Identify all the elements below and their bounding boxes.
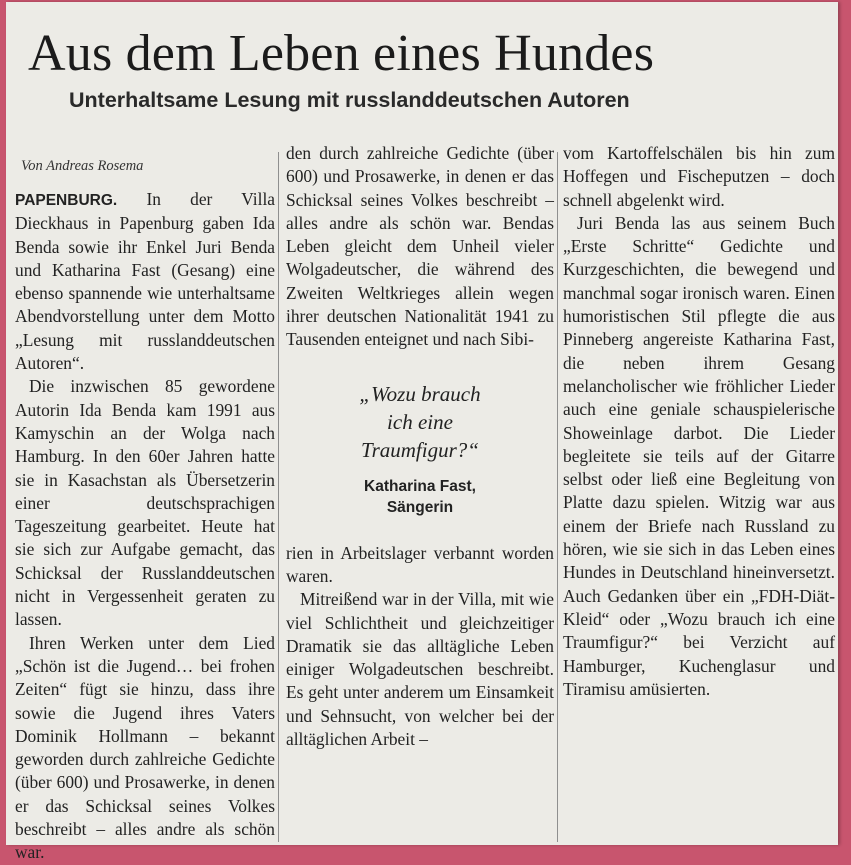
pull-quote [286, 380, 554, 518]
paragraph: Ihren Werken unter dem Lied „Schön ist die Jugend… bei frohen Zeiten“ fügt sie hinzu, dass ihre sowie die Jugend ihres Vaters Dominik Hollmann – bekannt geworden durch zahlreiche Gedichte (über 600) und Prosawerke, in denen er das Schicksal seines Volkes beschreibt – alles andre als schön war. [15, 632, 275, 863]
paragraph: Juri Benda las aus seinem Buch „Erste Schritte“ Gedichte und Kurzgeschichten, die bewegend und manchmal sogar ironisch waren. Einen humoristischen Stil pflegte die aus Pinneberg angereiste Katharina Fast, die neben ihrem Gesang melancholischer wie fröhlicher Lieder auch eine geniale schauspielerische Showeinlage darbot. Die Lieder begleitete sie teils auf der Gitarre selbst oder ließ eine Begleitung von Platte dazu spielen. Witzig war aus einem der Briefe nach Russland zu hören, wie sie sich in das Leben eines Hundes in Deutschland hineinversetzt. Auch Gedanken über ein „FDH-Diät-Kleid“ oder „Wozu brauch ich eine Traumfigur?“ bei Verzicht auf Hamburger, Kuchenglasur und Tiramisu amüsierten. [563, 212, 835, 699]
column-2 [286, 142, 554, 847]
pull-quote-line: ich eine [387, 409, 453, 434]
column-divider [557, 152, 558, 842]
pull-quote-line: „Wozu brauch [359, 381, 481, 406]
byline: Von Andreas Rosema [21, 158, 144, 174]
paragraph [15, 188, 275, 375]
paragraph: den durch zahlreiche Gedichte (über 600) und Prosawerke, in denen er das Schicksal seines Volkes beschreibt – alles andre als schön war. Bendas Leben gleicht dem Unheil vieler Wolgadeutscher, die während des Zweiten Weltkrieges allein wegen ihrer deutschen Nationalität 1941 zu Tausenden enteignet und nach Sibi- [286, 143, 554, 350]
paragraph: Die inzwischen 85 gewordene Autorin Ida Benda kam 1991 aus Kamyschin an der Wolga nach Hamburg. In den 60er Jahren hatte sie in Kasachstan als Übersetzerin einer deutschsprachigen Tageszeitung gearbeitet. Heute hat sie sich zur Aufgabe gemacht, das Schicksal der Russlanddeutschen nicht in Vergessenheit geraten zu lassen. [15, 376, 275, 630]
paragraph: vom Kartoffelschälen bis hin zum Hoffegen und Fischeputzen – doch schnell abgelenkt wird. [563, 143, 835, 210]
column-3 [563, 142, 835, 847]
pull-quote-role: Sängerin [386, 498, 454, 516]
subheadline: Unterhaltsame Lesung mit russlanddeutschen Autoren [69, 88, 630, 112]
headline: Aus dem Leben eines Hundes [28, 25, 655, 82]
dateline: PAPENBURG. [15, 192, 118, 209]
pull-quote-line: Traumfigur?“ [361, 437, 479, 462]
paragraph-text: In der Villa Dieckhaus in Papenburg gaben Ida Benda sowie ihr Enkel Juri Benda und Katharina Fast (Gesang) eine ebenso spannende wie unterhaltsame Abendvorstellung unter dem Motto „Lesung mit russlanddeutschen Autoren“. [15, 189, 275, 374]
paragraph: rien in Arbeitslager verbannt worden waren. [286, 542, 554, 586]
paragraph: Mitreißend war in der Villa, mit wie viel Schlichtheit und gleichzeitiger Dramatik sie das alltägliche Leben einiger Wolgadeutschen beschreibt. Es geht unter anderem um Einsamkeit und Sehnsucht, von welcher bei der alltäglichen Arbeit – [286, 589, 554, 750]
newspaper-clipping [6, 2, 838, 863]
pull-quote-author: Katharina Fast, [364, 477, 476, 495]
column-1 [15, 142, 275, 863]
column-divider [278, 152, 279, 842]
